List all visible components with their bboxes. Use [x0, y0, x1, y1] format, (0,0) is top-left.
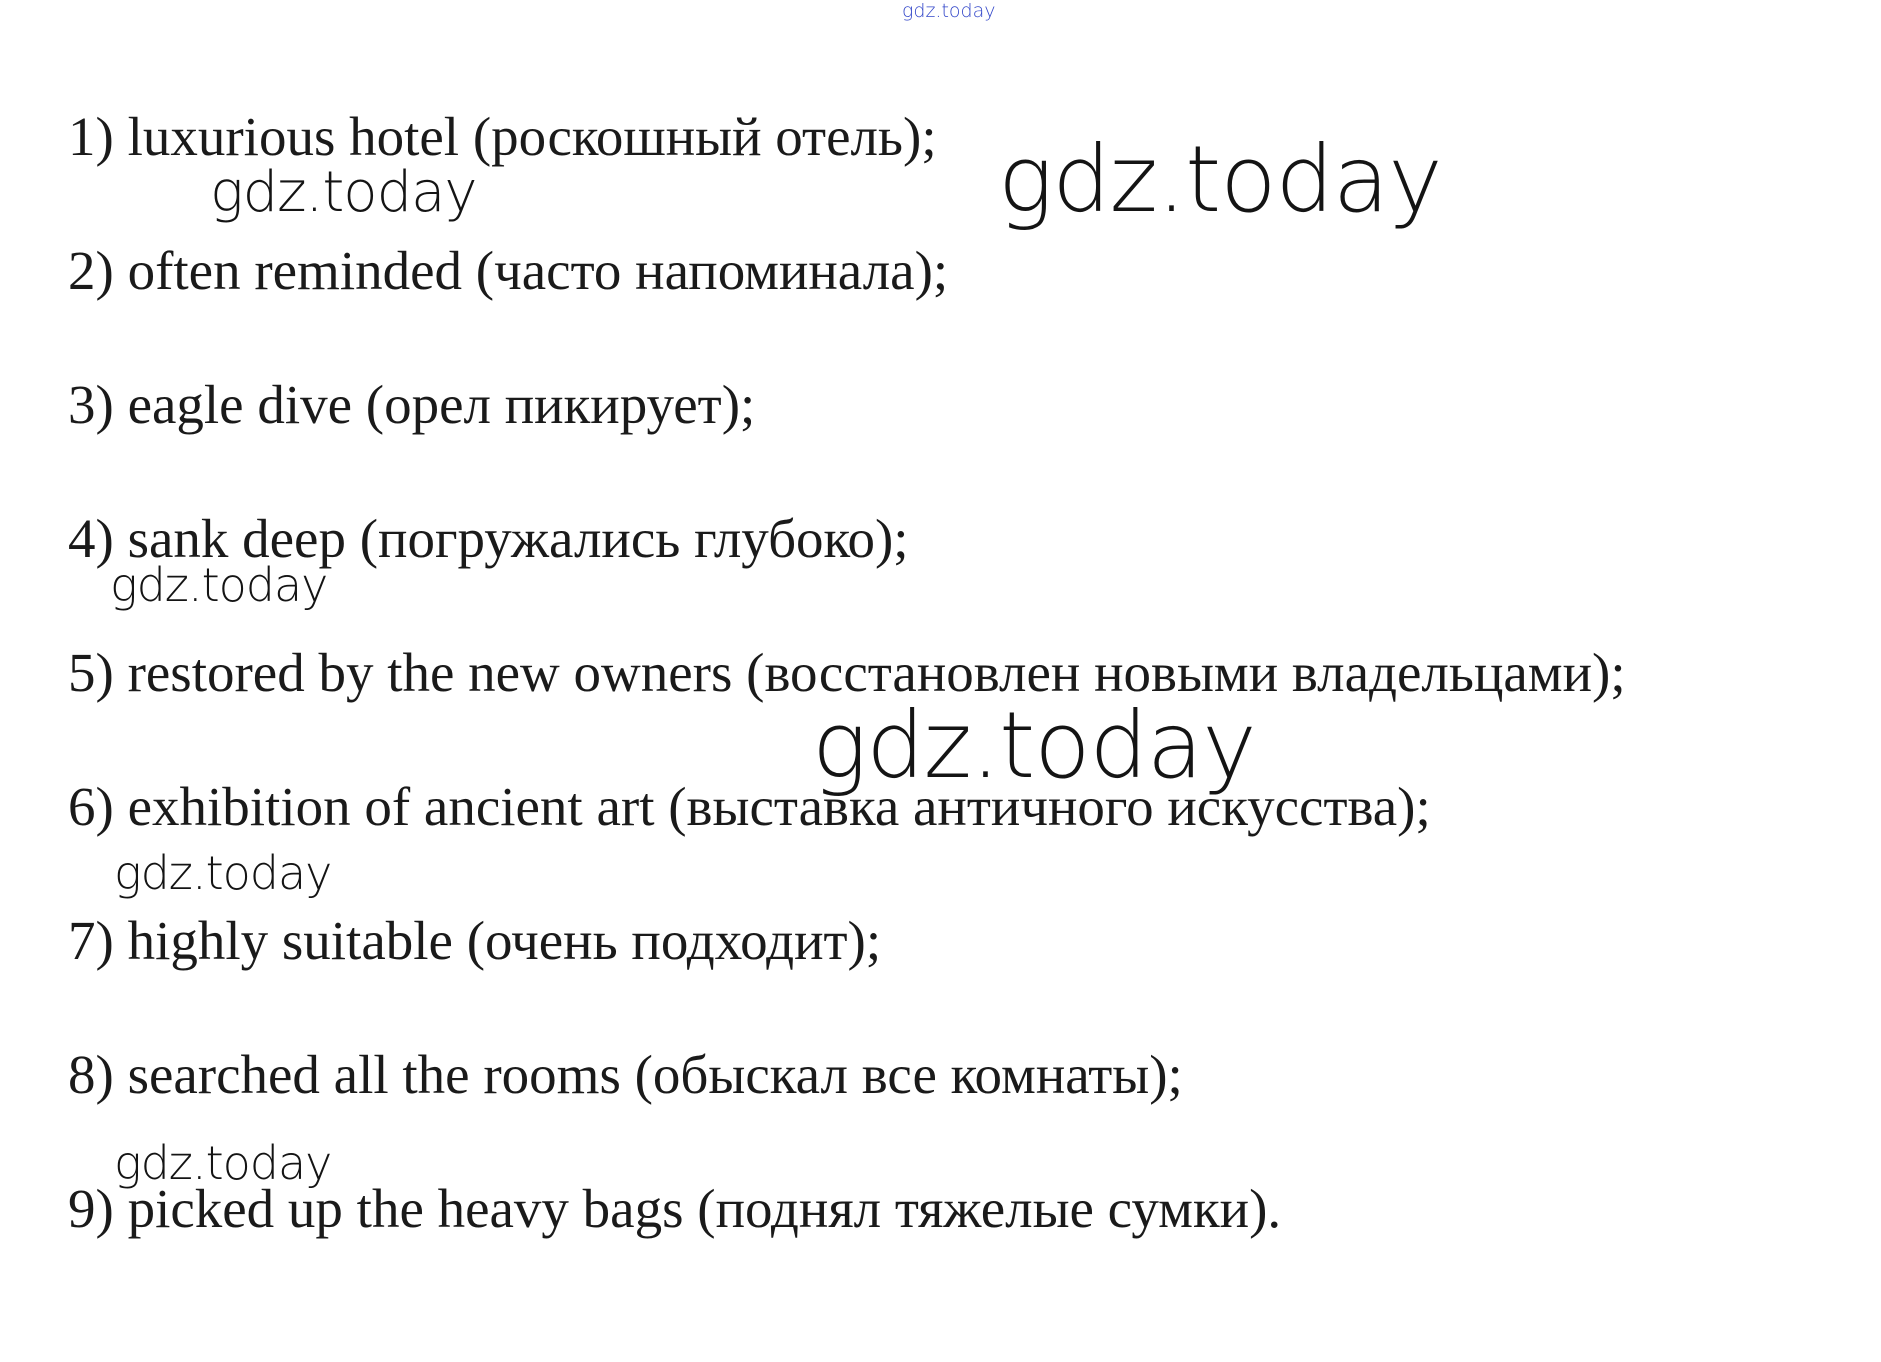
- list-item-4: 4) sank deep (погружались глубоко);: [68, 508, 909, 569]
- list-item-1: 1) luxurious hotel (роскошный отель);: [68, 106, 937, 167]
- watermark-small: gdz.today: [110, 558, 328, 612]
- watermark-small: gdz.today: [114, 1136, 332, 1190]
- list-item-5: 5) restored by the new owners (восстановлен новыми владельцами);: [68, 642, 1626, 703]
- watermark-large: gdz.today: [812, 692, 1256, 799]
- list-item-2: 2) often reminded (часто напоминала);: [68, 240, 949, 301]
- list-item-9: 9) picked up the heavy bags (поднял тяжелые сумки).: [68, 1178, 1282, 1239]
- list-item-6: 6) exhibition of ancient art (выставка античного искусства);: [68, 776, 1431, 837]
- list-item-8: 8) searched all the rooms (обыскал все комнаты);: [68, 1044, 1183, 1105]
- watermark-small: gdz.today: [114, 846, 332, 900]
- list-item-3: 3) eagle dive (орел пикирует);: [68, 374, 756, 435]
- watermark-medium: gdz.today: [210, 160, 477, 225]
- watermark-large: gdz.today: [998, 126, 1442, 233]
- watermark-top: gdz.today: [902, 0, 996, 22]
- list-item-7: 7) highly suitable (очень подходит);: [68, 910, 882, 971]
